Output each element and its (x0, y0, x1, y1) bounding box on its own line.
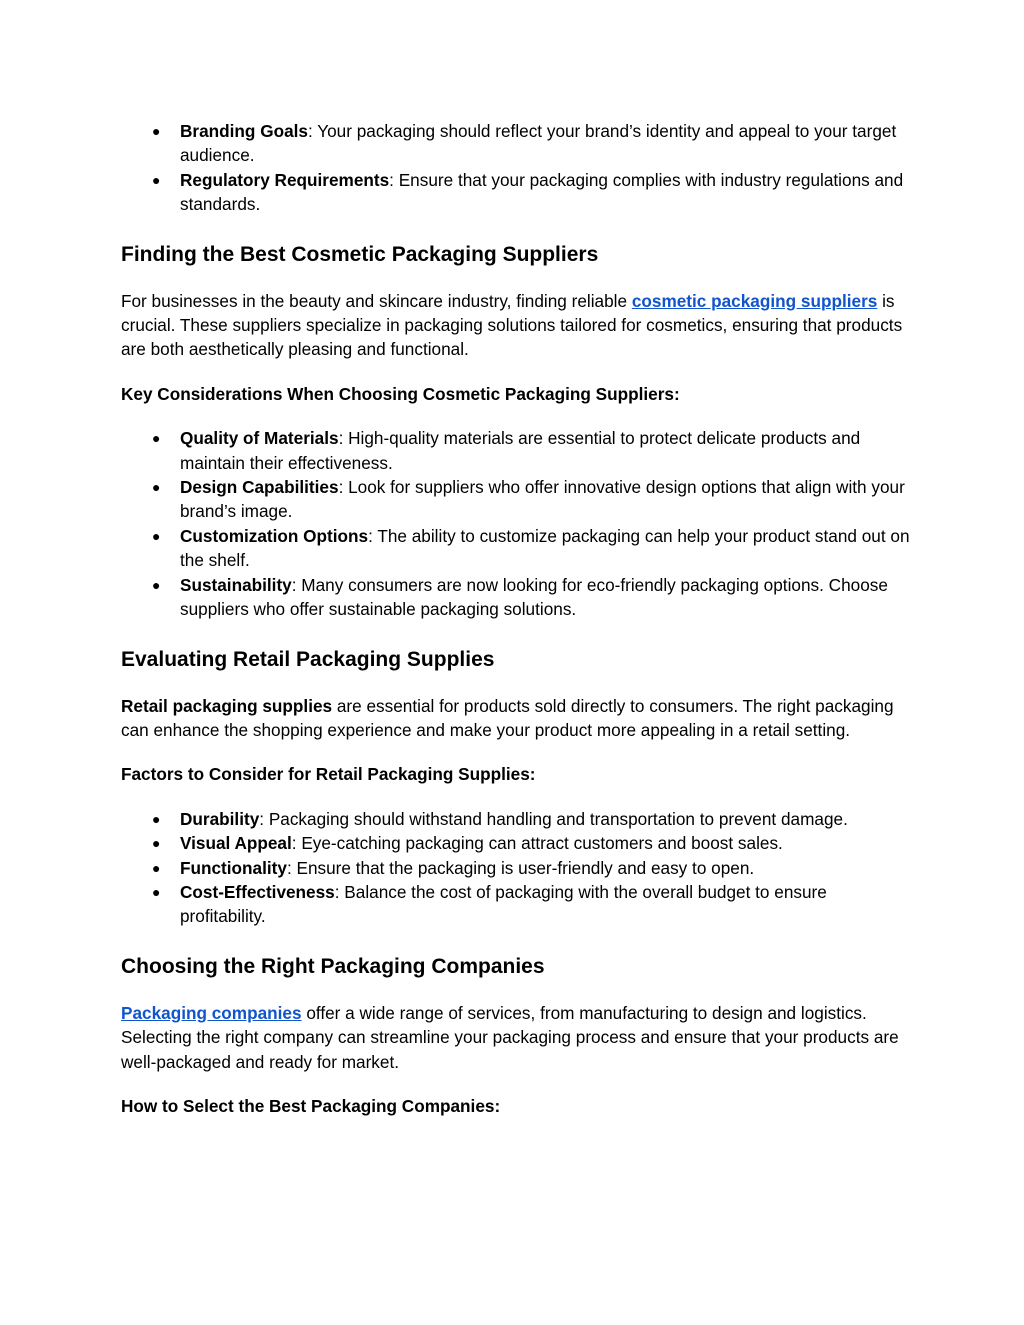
list-item-term: Branding Goals (180, 121, 308, 141)
bullet-icon: ● (152, 527, 161, 544)
retail-subheading: Factors to Consider for Retail Packaging Supplies: (121, 764, 536, 785)
list-item-text: : Balance the cost of packaging with the overall budget to ensure profitability. (180, 881, 827, 927)
list-item (152, 168, 911, 217)
bullet-icon: ● (152, 835, 161, 852)
cosmetic-intro-before: For businesses in the beauty and skincare industry, finding reliable (121, 290, 632, 311)
bullet-icon: ● (152, 810, 161, 827)
bullet-icon: ● (152, 171, 161, 188)
bullet-icon: ● (152, 123, 161, 139)
list-item-text: : Look for suppliers who offer innovative design options that align with your brand’s image. (180, 477, 905, 522)
bullet-icon: ● (152, 479, 161, 496)
top-bullet-list (121, 119, 911, 217)
cosmetic-packaging-suppliers-link[interactable]: cosmetic packaging suppliers (631, 290, 878, 311)
list-item (152, 807, 911, 831)
retail-intro-bold: Retail packaging supplies (121, 695, 333, 716)
list-item (152, 524, 911, 573)
list-item-term: Sustainability (180, 574, 292, 595)
section-heading-retail: Evaluating Retail Packaging Supplies (121, 647, 495, 671)
companies-subheading: How to Select the Best Packaging Companies: (121, 1095, 501, 1116)
packaging-companies-link[interactable]: Packaging companies (121, 1002, 302, 1023)
list-item-text: : Packaging should withstand handling and transportation to prevent damage. (259, 808, 848, 829)
list-item-text: : The ability to customize packaging can help your product stand out on the shelf. (180, 525, 910, 571)
list-item-term: Quality of Materials (180, 428, 339, 449)
companies-intro-rest: offer a wide range of services, from manufacturing to design and logistics. Selecting the right company can streamline your packaging process and ensure that your products are well-packaged and ready for market. (121, 1002, 899, 1072)
bullet-icon: ● (152, 576, 161, 593)
cosmetic-intro-paragraph (121, 289, 911, 362)
retail-intro-paragraph (121, 694, 911, 743)
list-item-text: : Ensure that the packaging is user-friendly and easy to open. (286, 857, 755, 878)
list-item-text: : Eye-catching packaging can attract customers and boost sales. (291, 833, 783, 854)
cosmetic-subheading: Key Considerations When Choosing Cosmetic Packaging Suppliers: (121, 383, 680, 404)
list-item (152, 856, 911, 880)
cosmetic-bullet-list (121, 426, 911, 621)
section-heading-cosmetic: Finding the Best Cosmetic Packaging Suppliers (121, 242, 599, 266)
list-item-term: Customization Options (180, 525, 369, 546)
companies-intro-paragraph (121, 1001, 911, 1074)
list-item-text: : High-quality materials are essential to protect delicate products and maintain their effectiveness. (180, 428, 861, 473)
document-body (121, 117, 911, 1118)
list-item (152, 119, 911, 168)
section-heading-companies: Choosing the Right Packaging Companies (121, 954, 545, 978)
bullet-icon: ● (152, 883, 161, 900)
list-item-term: Design Capabilities (180, 477, 339, 498)
retail-bullet-list (121, 807, 911, 929)
retail-intro-rest: are essential for products sold directly to consumers. The right packaging can enhance the shopping experience and make your product more appealing in a retail setting. (121, 695, 894, 740)
list-item (152, 426, 911, 475)
list-item (152, 831, 911, 855)
list-item-text: : Many consumers are now looking for eco-friendly packaging options. Choose suppliers who offer sustainable packaging solutions. (180, 574, 888, 620)
list-item-term: Durability (180, 808, 260, 829)
bullet-icon: ● (152, 430, 161, 447)
cosmetic-intro-after: is crucial. These suppliers specialize in packaging solutions tailored for cosmetics, ensuring that products are both aesthetically pleasing and functional. (121, 290, 903, 360)
list-item (152, 475, 911, 524)
list-item-text: : Your packaging should reflect your brand’s identity and appeal to your target audience. (180, 121, 897, 166)
list-item-term: Cost-Effectiveness (180, 881, 335, 902)
list-item-term: Visual Appeal (180, 833, 292, 854)
list-item-text: : Ensure that your packaging complies with industry regulations and standards. (180, 169, 904, 215)
bullet-icon: ● (152, 859, 161, 876)
list-item (152, 880, 911, 929)
list-item-term: Functionality (180, 857, 287, 878)
list-item-term: Regulatory Requirements (180, 169, 390, 190)
list-item (152, 573, 911, 622)
